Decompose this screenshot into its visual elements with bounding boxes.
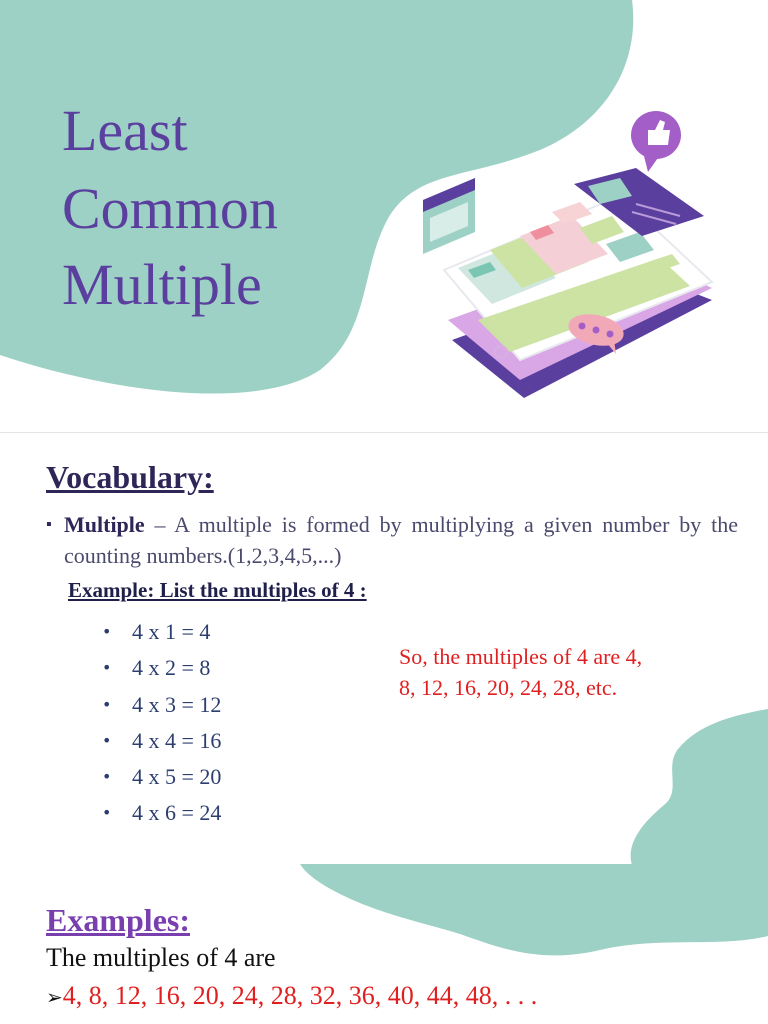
vocabulary-heading: Vocabulary: <box>46 459 214 495</box>
bullet-icon: • <box>102 658 112 678</box>
bullet-icon: • <box>102 803 112 823</box>
list-item: • 4 x 4 = 16 <box>100 726 221 762</box>
list-item: • 4 x 3 = 12 <box>100 690 221 726</box>
examples-intro: The multiples of 4 are <box>46 943 276 972</box>
list-item: • 4 x 2 = 8 <box>100 653 221 689</box>
bullet-icon: • <box>102 694 112 714</box>
calendar-icon <box>423 178 475 254</box>
sequence-text: 4, 8, 12, 16, 20, 24, 28, 32, 36, 40, 44, 48, . . . <box>62 981 538 1010</box>
bullet-icon: • <box>102 622 112 641</box>
list-item: • 4 x 1 = 4 <box>100 617 221 653</box>
examples-heading: Examples: <box>46 902 190 938</box>
example-heading: Example: List the multiples of 4 : <box>68 578 367 602</box>
phone-app-illustration <box>0 0 768 432</box>
vocabulary-slide <box>0 432 768 865</box>
title-line-2: Common <box>62 176 278 241</box>
list-item: • 4 x 5 = 20 <box>100 762 221 798</box>
title-line-1: Least <box>62 98 188 163</box>
multiples-list <box>100 617 221 835</box>
thumbs-up-bubble-icon <box>631 111 681 172</box>
multiples-conclusion: So, the multiples of 4 are 4, 8, 12, 16, 20, 24, 28, etc. <box>399 644 643 700</box>
square-bullet-icon: ▪ <box>46 516 52 533</box>
definition-text: – A multiple is formed by multiplying a given number by the counting numbers.(1,2,3,4,5,...) <box>64 512 738 568</box>
bullet-icon: • <box>102 767 112 787</box>
examples-slide <box>0 864 768 1024</box>
title-slide <box>0 0 768 432</box>
term-multiple: Multiple <box>64 512 145 537</box>
list-item: • 4 x 6 = 24 <box>100 798 221 834</box>
title-line-3: Multiple <box>62 252 262 317</box>
bullet-icon: • <box>102 730 112 750</box>
arrow-bullet-icon: ➢ <box>46 985 63 1009</box>
multiples-sequence <box>46 981 537 1011</box>
